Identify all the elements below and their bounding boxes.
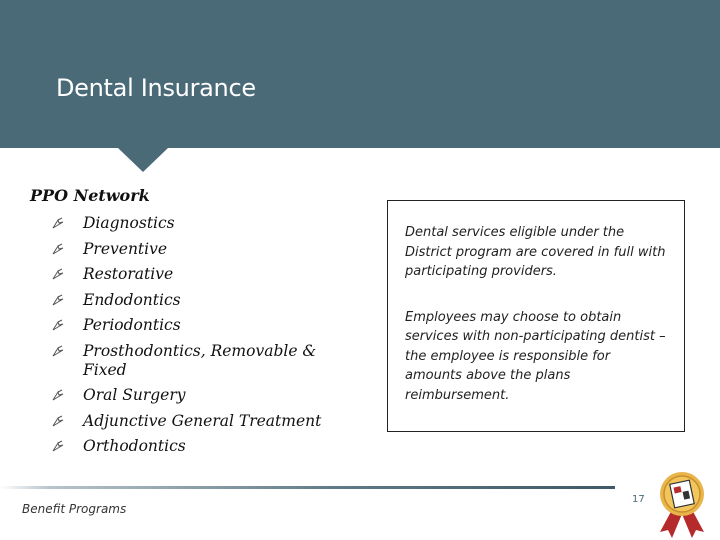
list-item: [52, 262, 352, 288]
list-item-label: Oral Surgery: [83, 385, 186, 404]
coverage-info-box: [387, 200, 685, 432]
ppo-network-heading: PPO Network: [30, 186, 150, 205]
list-item: [52, 409, 352, 435]
list-item: [52, 288, 352, 314]
list-item: [52, 434, 352, 460]
footer-divider: [0, 486, 615, 489]
hollow-arrow-bullet-icon: [52, 440, 64, 452]
hollow-arrow-bullet-icon: [52, 345, 64, 357]
list-item-label: Periodontics: [83, 316, 181, 335]
list-item-label: Prosthodontics, Removable & Fixed: [83, 341, 317, 379]
award-ribbon-seal-icon: [652, 470, 712, 540]
list-item: [52, 383, 352, 409]
list-item: [52, 339, 352, 383]
list-item-label: Restorative: [83, 265, 174, 284]
hollow-arrow-bullet-icon: [52, 319, 64, 331]
hollow-arrow-bullet-icon: [52, 268, 64, 280]
hollow-arrow-bullet-icon: [52, 243, 64, 255]
list-item-label: Adjunctive General Treatment: [83, 411, 322, 430]
header-notch: [118, 148, 168, 172]
coverage-paragraph: Dental services eligible under the District program are covered in full with participating providers.: [405, 225, 666, 279]
hollow-arrow-bullet-icon: [52, 217, 64, 229]
list-item: [52, 237, 352, 263]
list-item-label: Preventive: [83, 239, 168, 258]
page-title: Dental Insurance: [56, 74, 256, 102]
non-participating-paragraph: Employees may choose to obtain services with non-participating dentist – the employee is responsible for amounts above the plans reimbursement.: [405, 309, 666, 403]
hollow-arrow-bullet-icon: [52, 389, 64, 401]
page-number: 17: [632, 494, 645, 505]
header-banner: [0, 0, 720, 148]
list-item: [52, 313, 352, 339]
ppo-services-list: [52, 211, 352, 460]
list-item-label: Diagnostics: [83, 214, 175, 232]
hollow-arrow-bullet-icon: [52, 415, 64, 427]
list-item-label: Orthodontics: [83, 437, 186, 456]
list-item: [52, 211, 352, 237]
hollow-arrow-bullet-icon: [52, 294, 64, 306]
footer-label: Benefit Programs: [22, 502, 127, 516]
list-item-label: Endodontics: [83, 290, 181, 309]
